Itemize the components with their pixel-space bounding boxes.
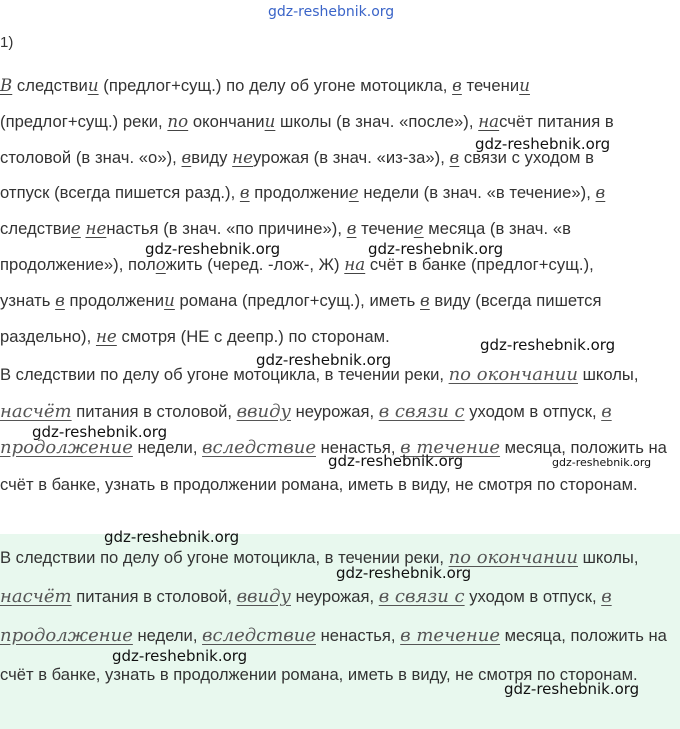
answer-paragraph-final: В следствии по делу об угоне мотоцикла, в течении реки, по окончании школы, насчёт питания в столовой, ввиду неурожая, в связи с уходом в отпуск, в продолжение недели, вследствие ненастья, в течение месяца, положить на счёт в банке, узнать в продолжении романа, иметь в виду, не смотря по сторонам. [0, 547, 667, 684]
answer-paragraph-explained: В следствии (предлог+сущ.) по делу об угоне мотоцикла, в течении (предлог+сущ.) реки, по окончании школы (в знач. «после»), насчёт питания в столовой (в знач. «о»), ввиду неурожая (в знач. «из-за»), в связи с уходом в отпуск (всегда пишется разд.), в продолжение недели (в знач. «в течение»), в следствие ненастья (в знач. «по причине»), в течение месяца (в знач. «в продолжение»), положить (черед. -лож-, Ж) на счёт в банке (предлог+сущ.), узнать в продолжении романа (предлог+сущ.), иметь в виду (всегда пишется раздельно), не смотря (НЕ с деепр.) по сторонам. [0, 76, 614, 346]
watermark: gdz-reshebnik.org [145, 240, 281, 258]
watermark: gdz-reshebnik.org [32, 423, 168, 441]
watermark: gdz-reshebnik.org [504, 680, 640, 698]
watermark: gdz-reshebnik.org [368, 240, 504, 258]
watermark: gdz-reshebnik.org [336, 564, 472, 582]
watermark: gdz-reshebnik.org [104, 528, 240, 546]
watermark: gdz-reshebnik.org [552, 456, 652, 469]
watermark: gdz-reshebnik.org [475, 135, 611, 153]
task-number: 1) [0, 34, 14, 51]
watermark: gdz-reshebnik.org [480, 336, 616, 354]
watermark: gdz-reshebnik.org [256, 351, 392, 369]
watermark: gdz-reshebnik.org [328, 452, 464, 470]
answer-paragraph-marked: В следствии по делу об угоне мотоцикла, в течении реки, по окончании школы, насчёт питания в столовой, ввиду неурожая, в связи с уходом в отпуск, в продолжение недели, вследствие ненастья, в течение месяца, положить на счёт в банке, узнать в продолжении романа, иметь в виду, не смотря по сторонам. [0, 364, 667, 494]
watermark-top[interactable]: gdz-reshebnik.org [268, 4, 395, 20]
watermark: gdz-reshebnik.org [112, 647, 248, 665]
